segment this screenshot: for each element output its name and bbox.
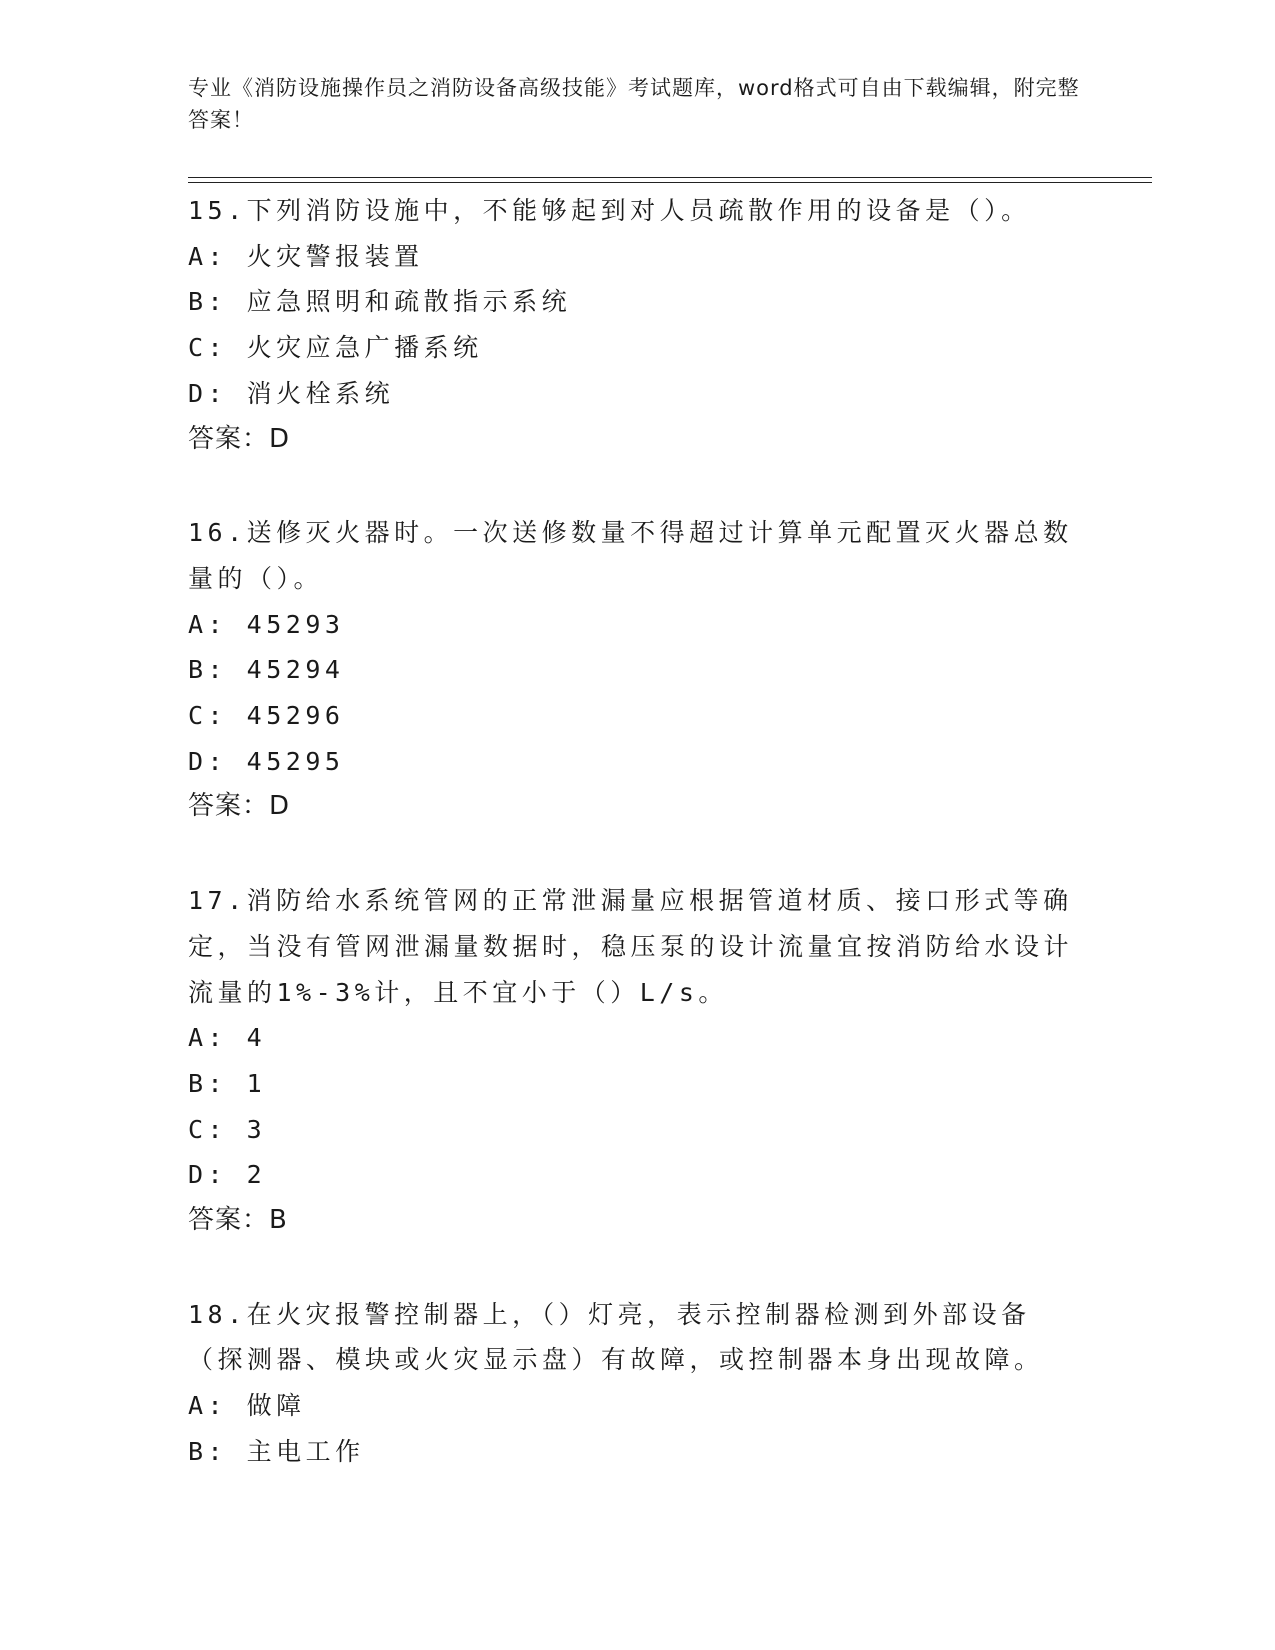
- option-a: [188, 234, 1088, 280]
- answer-label: 答案：: [188, 791, 270, 822]
- question-stem: 18.在火灾报警控制器上，（）灯亮，表示控制器检测到外部设备（探测器、模块或火灾显示盘）有故障，或控制器本身出现故障。: [188, 1299, 1044, 1375]
- option-text: 45295: [246, 746, 345, 776]
- question-15: [188, 188, 1088, 462]
- option-prefix: B:: [188, 1436, 228, 1466]
- option-text: 3: [246, 1114, 267, 1144]
- option-text: 做障: [246, 1391, 306, 1421]
- option-c: [188, 693, 1088, 739]
- option-text: 45296: [246, 701, 345, 731]
- answer-line: [188, 417, 1088, 463]
- option-text: 2: [246, 1160, 267, 1190]
- option-prefix: B:: [188, 655, 228, 685]
- option-a: [188, 1383, 1088, 1429]
- option-d: [188, 739, 1088, 785]
- option-b: [188, 647, 1088, 693]
- question-stem: 17.消防给水系统管网的正常泄漏量应根据管道材质、接口形式等确定，当没有管网泄漏量数据时，稳压泵的设计流量宜按消防给水设计流量的1%-3%计，且不宜小于（）L/s。: [188, 886, 1074, 1007]
- header-divider-bottom: [188, 182, 1152, 183]
- option-text: 消火栓系统: [246, 378, 395, 408]
- option-b: [188, 1061, 1088, 1107]
- option-text: 火灾警报装置: [246, 241, 424, 271]
- option-prefix: A:: [188, 1391, 228, 1421]
- option-c: [188, 325, 1088, 371]
- option-text: 1: [246, 1068, 267, 1098]
- question-18: [188, 1292, 1088, 1475]
- answer-line: [188, 1198, 1088, 1244]
- question-stem: 15.下列消防设施中，不能够起到对人员疏散作用的设备是（）。: [188, 196, 1031, 225]
- option-prefix: C:: [188, 333, 228, 363]
- question-stem: 16.送修灭火器时。一次送修数量不得超过计算单元配置灭火器总数量的（）。: [188, 518, 1073, 593]
- option-prefix: A:: [188, 241, 228, 271]
- option-b: [188, 279, 1088, 325]
- option-text: 火灾应急广播系统: [246, 333, 483, 363]
- option-text: 主电工作: [246, 1436, 365, 1466]
- question-list: [188, 188, 1088, 1475]
- option-prefix: B:: [188, 287, 228, 317]
- option-a: [188, 1015, 1088, 1061]
- option-prefix: D:: [188, 378, 228, 408]
- option-d: [188, 1152, 1088, 1198]
- option-c: [188, 1107, 1088, 1153]
- option-prefix: C:: [188, 701, 228, 731]
- option-prefix: D:: [188, 746, 228, 776]
- option-prefix: A:: [188, 609, 228, 639]
- option-prefix: B:: [188, 1068, 228, 1098]
- question-17: [188, 878, 1088, 1244]
- answer-value: B: [269, 1205, 288, 1236]
- option-prefix: C:: [188, 1114, 228, 1144]
- answer-label: 答案：: [188, 1205, 270, 1236]
- header-divider-top: [188, 177, 1152, 178]
- option-b: [188, 1429, 1088, 1475]
- option-text: 应急照明和疏散指示系统: [246, 287, 572, 317]
- option-text: 4: [246, 1023, 267, 1053]
- document-header: 专业《消防设施操作员之消防设备高级技能》考试题库，word格式可自由下载编辑，附完整答案！: [188, 76, 1080, 132]
- option-a: [188, 602, 1088, 648]
- answer-value: D: [269, 791, 291, 822]
- option-d: [188, 371, 1088, 417]
- answer-line: [188, 784, 1088, 830]
- option-prefix: A:: [188, 1023, 228, 1053]
- question-16: [188, 510, 1088, 830]
- option-text: 45293: [246, 609, 345, 639]
- option-prefix: D:: [188, 1160, 228, 1190]
- option-text: 45294: [246, 655, 345, 685]
- answer-value: D: [269, 423, 291, 454]
- answer-label: 答案：: [188, 423, 270, 454]
